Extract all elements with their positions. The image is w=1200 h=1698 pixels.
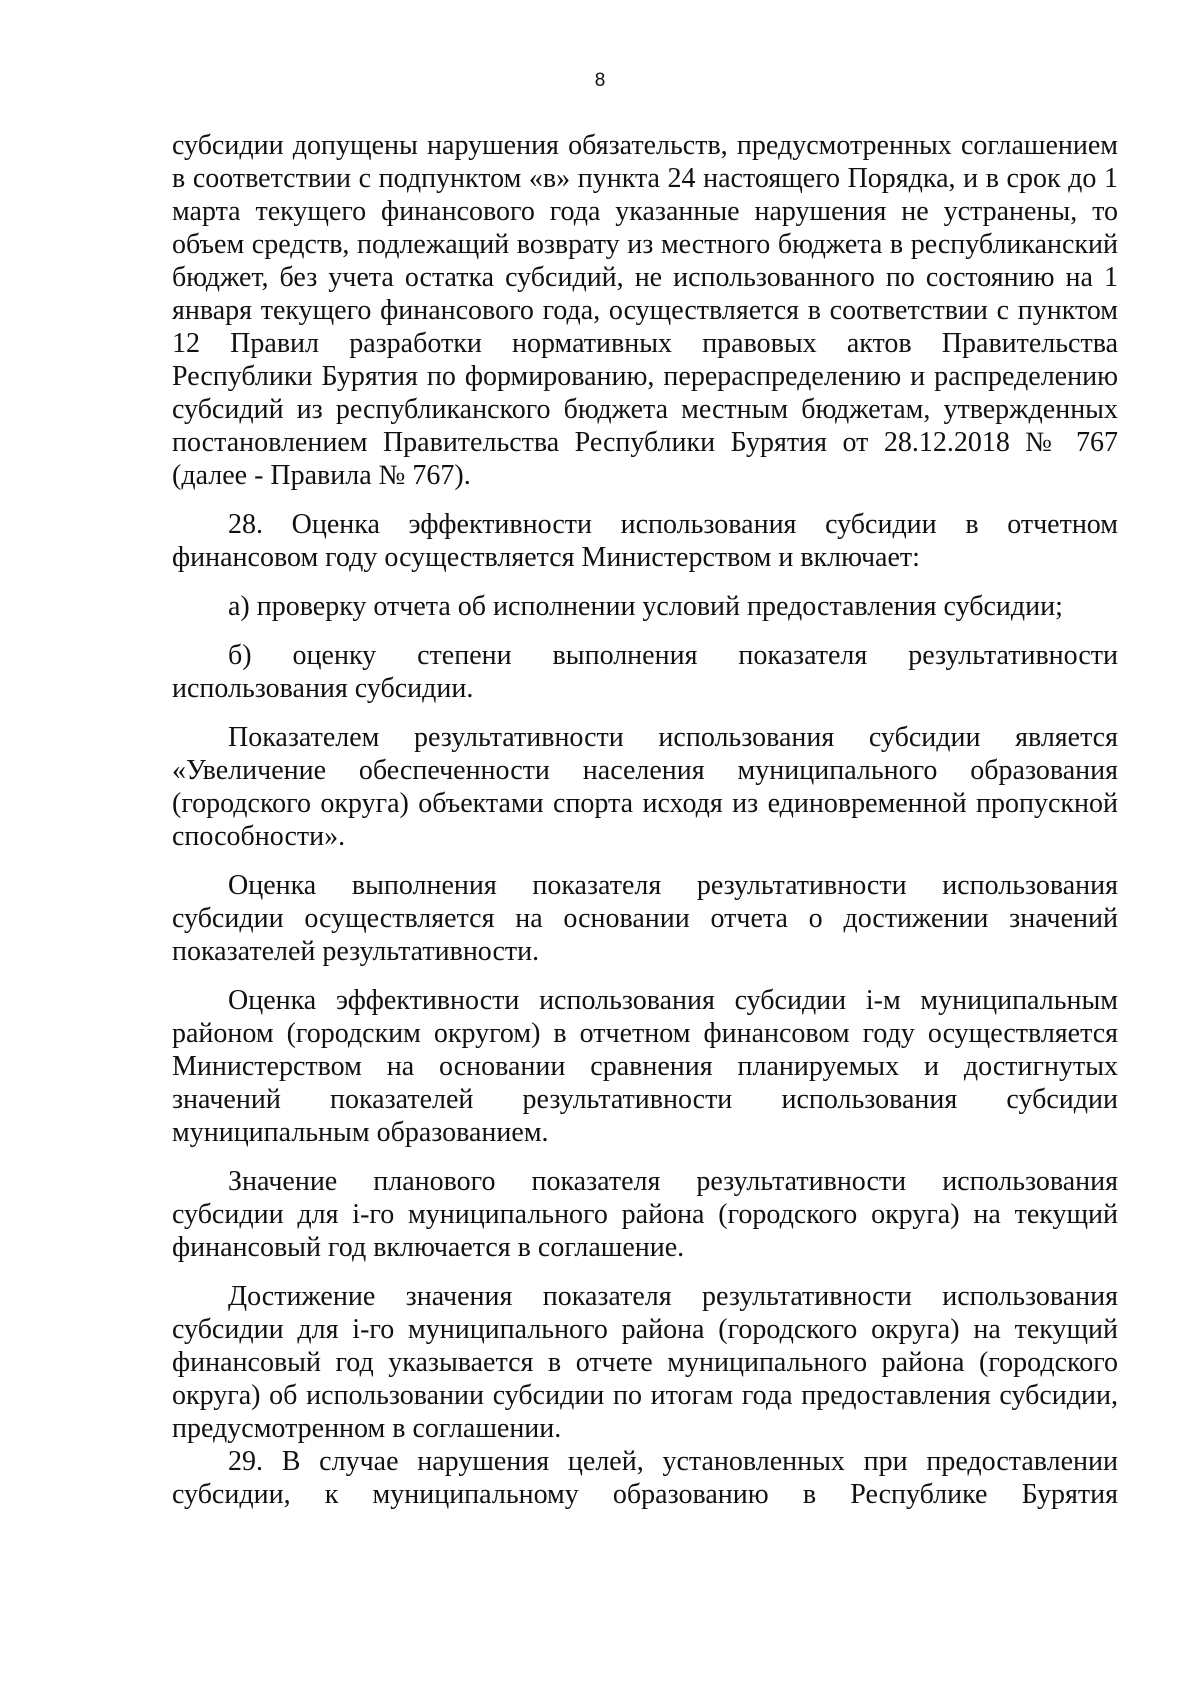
paragraph-efficiency-assessment: Оценка эффективности использования субсидии i-м муниципальным районом (городским округом) в отчетном финансовом году осуществляется Министерством на основании сравнения планируемых и достигнутых значений показателей результативности использования субсидии муниципальным образованием. (172, 985, 1118, 1148)
paragraph-item-29: 29. В случае нарушения целей, установленных при предоставлении субсидии, к муниципальному образованию в Республике Бурятия (172, 1446, 1118, 1510)
page-number: 8 (594, 70, 606, 91)
document-body (172, 129, 1118, 1511)
paragraph-indicator-definition: Показателем результативности использования субсидии является «Увеличение обеспеченности населения муниципального образования (городского округа) объектами спорта исходя из единовременной пропускной способности». (172, 722, 1118, 852)
paragraph-continuation: субсидии допущены нарушения обязательств, предусмотренных соглашением в соответствии с подпунктом «в» пункта 24 настоящего Порядка, и в срок до 1 марта текущего финансового года указанные нарушения не устранены, то объем средств, подлежащий возврату из местного бюджета в республиканский бюджет, без учета остатка субсидий, не использованного по состоянию на 1 января текущего финансового года, осуществляется в соответствии с пунктом 12 Правил разработки нормативных правовых актов Правительства Республики Бурятия по формированию, перераспределению и распределению субсидий из республиканского бюджета местным бюджетам, утвержденных постановлением Правительства Республики Бурятия от 28.12.2018 № 767 (далее - Правила № 767). (172, 130, 1118, 491)
paragraph-item-28: 28. Оценка эффективности использования субсидии в отчетном финансовом году осуществляется Министерством и включает: (172, 509, 1118, 573)
paragraph-planned-value: Значение планового показателя результативности использования субсидии для i-го муниципального района (городского округа) на текущий финансовый год включается в соглашение. (172, 1166, 1118, 1263)
paragraph-subitem-a: а) проверку отчета об исполнении условий предоставления субсидии; (228, 591, 1063, 622)
paragraph-subitem-b: б) оценку степени выполнения показателя результативности использования субсидии. (172, 640, 1118, 704)
paragraph-achieved-value: Достижение значения показателя результативности использования субсидии для i-го муниципального района (городского округа) на текущий финансовый год указывается в отчете муниципального района (городского округа) об использовании субсидии по итогам года предоставления субсидии, предусмотренном в соглашении. (172, 1281, 1118, 1444)
paragraph-indicator-assessment: Оценка выполнения показателя результативности использования субсидии осуществляется на основании отчета о достижении значений показателей результативности. (172, 870, 1118, 967)
